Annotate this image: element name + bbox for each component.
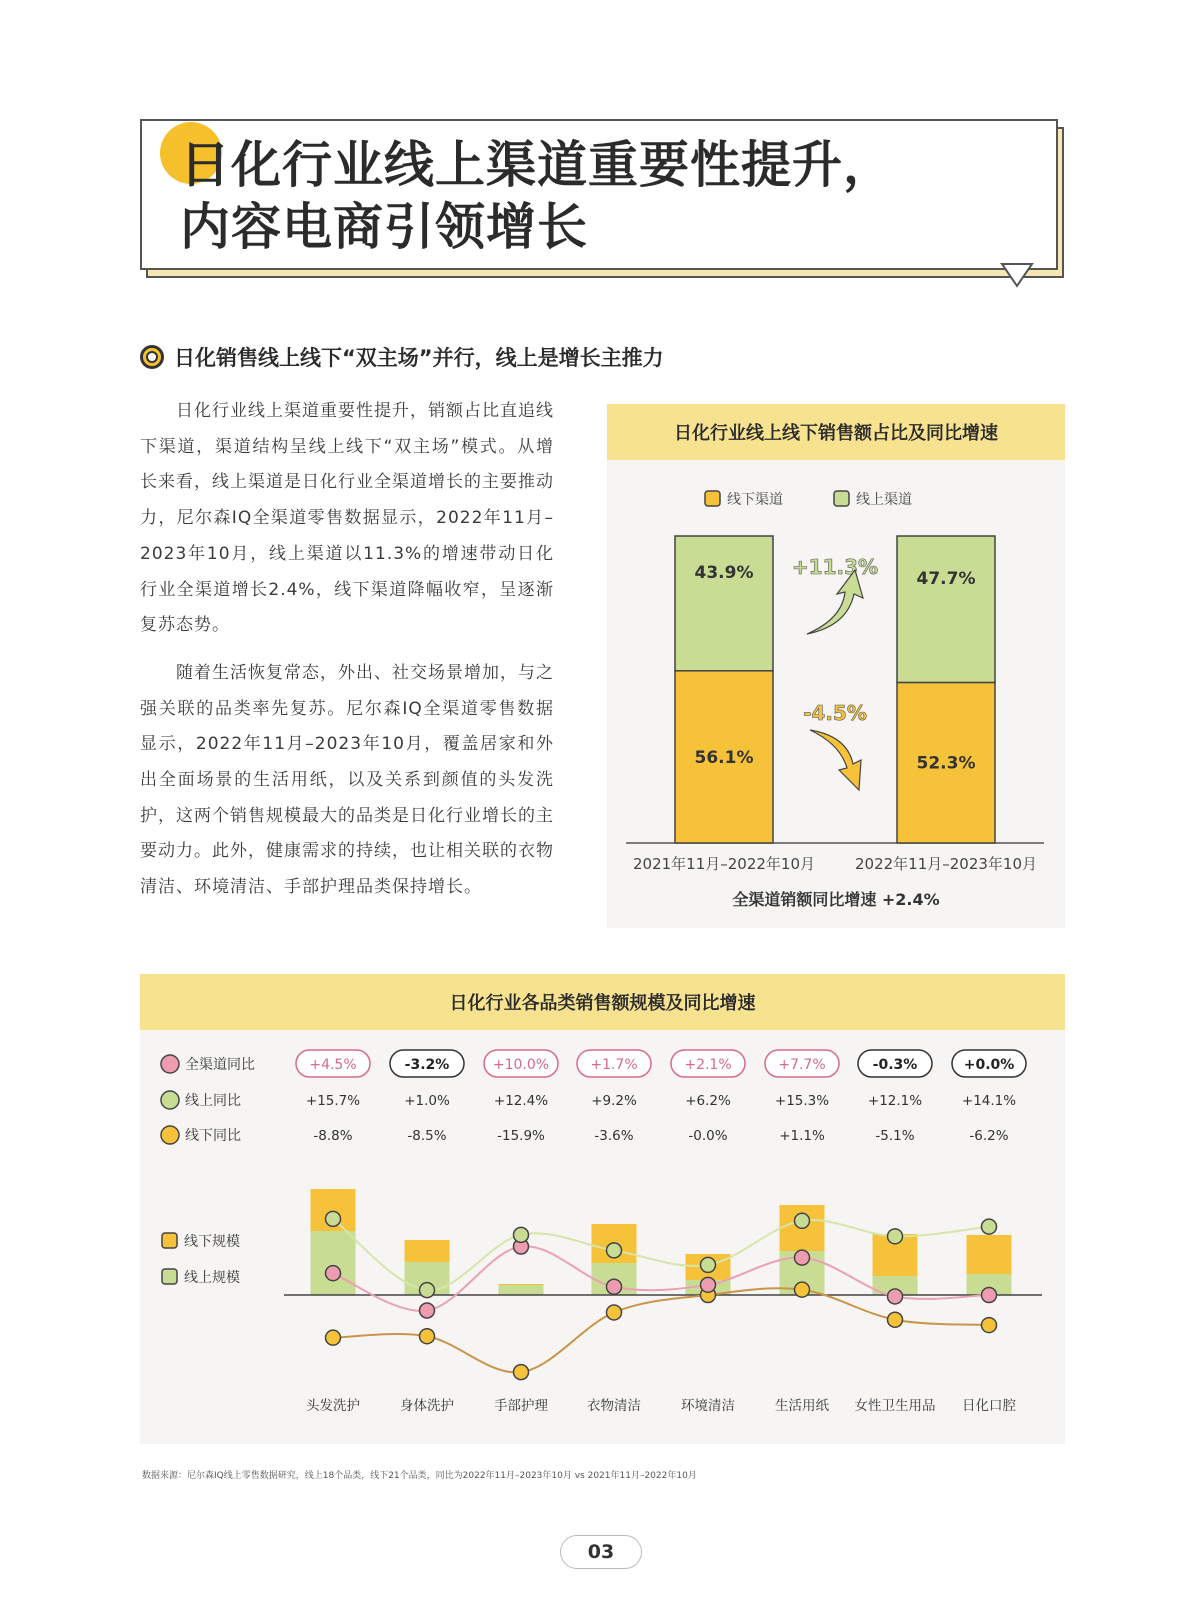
bar-label-offline: 56.1%: [694, 747, 754, 768]
bar-offline-scale: [405, 1240, 450, 1262]
page-number: 03: [560, 1535, 642, 1569]
legend-marker-online: [161, 1091, 179, 1109]
category-label: 生活用纸: [775, 1398, 829, 1414]
online-yoy-value: +12.4%: [493, 1093, 549, 1109]
arrow-down-icon: [810, 730, 861, 790]
point-total-yoy: [795, 1250, 810, 1265]
category-label: 身体洗护: [400, 1398, 454, 1414]
bar-online-scale: [311, 1231, 356, 1295]
category-label: 日化口腔: [962, 1398, 1016, 1414]
total-yoy-value: +4.5%: [309, 1057, 357, 1073]
page-title-line-2: 内容电商引领增长: [180, 198, 588, 256]
bar-label-online: 43.9%: [694, 563, 754, 583]
row-legend-label: 线上同比: [185, 1093, 241, 1109]
paragraph-1: 日化行业线上渠道重要性提升，销额占比直追线下渠道，渠道结构呈线上线下“双主场”模式。从增长来看，线上渠道是日化行业全渠道增长的主要推动力，尼尔森IQ全渠道零售数据显示，2022年11月–2023年10月，线上渠道以11.3%的增速带动日化行业全渠道增长2.4%，线下渠道降幅收窄，呈逐渐复苏态势。: [140, 401, 554, 636]
offline-yoy-value: -8.5%: [407, 1128, 447, 1144]
point-total-yoy: [326, 1266, 341, 1281]
point-offline-yoy: [514, 1365, 529, 1380]
legend-swatch-offline: [705, 491, 720, 506]
footnote: 数据来源：尼尔森IQ线上零售数据研究，线上18个品类，线下21个品类，同比为2022年11月–2023年10月 vs 2021年11月–2022年10月: [142, 1471, 697, 1481]
bar-online: [675, 536, 773, 671]
point-total-yoy: [982, 1288, 997, 1303]
chart-title: 日化行业线上线下销售额占比及同比增速: [607, 404, 1065, 460]
bar-legend-label: 线下规模: [184, 1234, 240, 1250]
point-online-yoy: [795, 1213, 810, 1228]
point-total-yoy: [888, 1289, 903, 1304]
legend-swatch: [162, 1233, 177, 1248]
bar-legend-label: 线上规模: [184, 1270, 240, 1286]
section-heading-text: 日化销售线上线下“双主场”并行，线上是增长主推力: [174, 346, 664, 370]
x-tick-label: 2022年11月–2023年10月: [854, 855, 1038, 873]
bar-online: [897, 536, 995, 682]
point-online-yoy: [326, 1211, 341, 1226]
point-offline-yoy: [326, 1330, 341, 1345]
arrow-up-icon: [807, 570, 863, 634]
category-label: 女性卫生用品: [854, 1398, 936, 1414]
channel-share-chart: [607, 404, 1065, 928]
total-yoy-value: +1.7%: [590, 1057, 638, 1073]
legend-swatch-online: [834, 491, 849, 506]
offline-yoy-value: -0.0%: [688, 1128, 728, 1144]
point-online-yoy: [888, 1229, 903, 1244]
total-yoy-value: -3.2%: [404, 1057, 450, 1073]
point-offline-yoy: [795, 1282, 810, 1297]
point-total-yoy: [701, 1277, 716, 1292]
point-offline-yoy: [982, 1318, 997, 1333]
point-total-yoy: [420, 1303, 435, 1318]
category-label: 衣物清洁: [587, 1398, 641, 1414]
point-online-yoy: [420, 1283, 435, 1298]
point-offline-yoy: [607, 1305, 622, 1320]
category-label: 手部护理: [494, 1398, 548, 1414]
x-tick-label: 2021年11月–2022年10月: [632, 855, 816, 873]
category-label: 环境清洁: [681, 1398, 735, 1414]
total-yoy-value: +0.0%: [963, 1057, 1015, 1073]
offline-yoy-value: -5.1%: [875, 1128, 915, 1144]
target-icon: [140, 345, 164, 369]
page-title: [180, 134, 894, 258]
point-total-yoy: [607, 1279, 622, 1294]
point-offline-yoy: [420, 1329, 435, 1344]
bar-online-scale: [499, 1285, 544, 1295]
row-legend-label: 线下同比: [185, 1128, 241, 1144]
online-growth-label: +11.3%: [791, 555, 879, 579]
online-yoy-value: +15.7%: [305, 1093, 361, 1109]
online-yoy-value: +1.0%: [404, 1093, 450, 1109]
page-title-line-1: 日化行业线上渠道重要性提升，: [180, 136, 894, 194]
notch-triangle-icon: [1000, 262, 1034, 288]
legend-label: 线上渠道: [856, 492, 912, 508]
online-yoy-value: +12.1%: [867, 1093, 923, 1109]
total-growth-text: 全渠道销额同比增速 +2.4%: [732, 890, 940, 909]
offline-growth-label: -4.5%: [803, 701, 867, 725]
legend-swatch: [162, 1269, 177, 1284]
bar-offline-scale: [967, 1235, 1012, 1274]
point-online-yoy: [701, 1257, 716, 1272]
row-legend-label: 全渠道同比: [185, 1057, 255, 1073]
offline-yoy-value: -3.6%: [594, 1128, 634, 1144]
point-offline-yoy: [888, 1312, 903, 1327]
point-online-yoy: [982, 1219, 997, 1234]
legend-marker-offline: [161, 1126, 179, 1144]
offline-yoy-value: +1.1%: [779, 1128, 825, 1144]
section-heading: [140, 342, 664, 372]
bar-label-offline: 52.3%: [916, 753, 976, 774]
category-chart: [140, 974, 1065, 1444]
total-yoy-value: +2.1%: [684, 1057, 732, 1073]
channel-share-svg: [607, 404, 1065, 928]
total-yoy-value: +10.0%: [492, 1057, 550, 1073]
online-yoy-value: +6.2%: [685, 1093, 731, 1109]
point-online-yoy: [514, 1227, 529, 1242]
offline-yoy-value: -8.8%: [313, 1128, 353, 1144]
online-yoy-value: +14.1%: [961, 1093, 1017, 1109]
bar-label-online: 47.7%: [916, 569, 976, 589]
body-text: [140, 394, 554, 918]
category-svg: [140, 974, 1065, 1444]
total-yoy-value: -0.3%: [872, 1057, 918, 1073]
legend-label: 线下渠道: [727, 492, 783, 508]
paragraph-2: 随着生活恢复常态，外出、社交场景增加，与之强关联的品类率先复苏。尼尔森IQ全渠道零售数据显示，2022年11月–2023年10月，覆盖居家和外出全面场景的生活用纸，以及关系到颜值的头发洗护，这两个销售规模最大的品类是日化行业增长的主要动力。此外，健康需求的持续，也让相关联的衣物清洁、环境清洁、手部护理品类保持增长。: [140, 662, 554, 898]
chart-title: 日化行业各品类销售额规模及同比增速: [140, 974, 1065, 1030]
online-yoy-value: +9.2%: [591, 1093, 637, 1109]
online-yoy-value: +15.3%: [774, 1093, 830, 1109]
category-label: 头发洗护: [306, 1398, 360, 1414]
offline-yoy-value: -6.2%: [969, 1128, 1009, 1144]
legend-marker-total: [161, 1055, 179, 1073]
total-yoy-value: +7.7%: [778, 1057, 826, 1073]
bar-offline-scale: [499, 1284, 544, 1285]
offline-yoy-value: -15.9%: [497, 1128, 545, 1144]
point-online-yoy: [607, 1243, 622, 1258]
